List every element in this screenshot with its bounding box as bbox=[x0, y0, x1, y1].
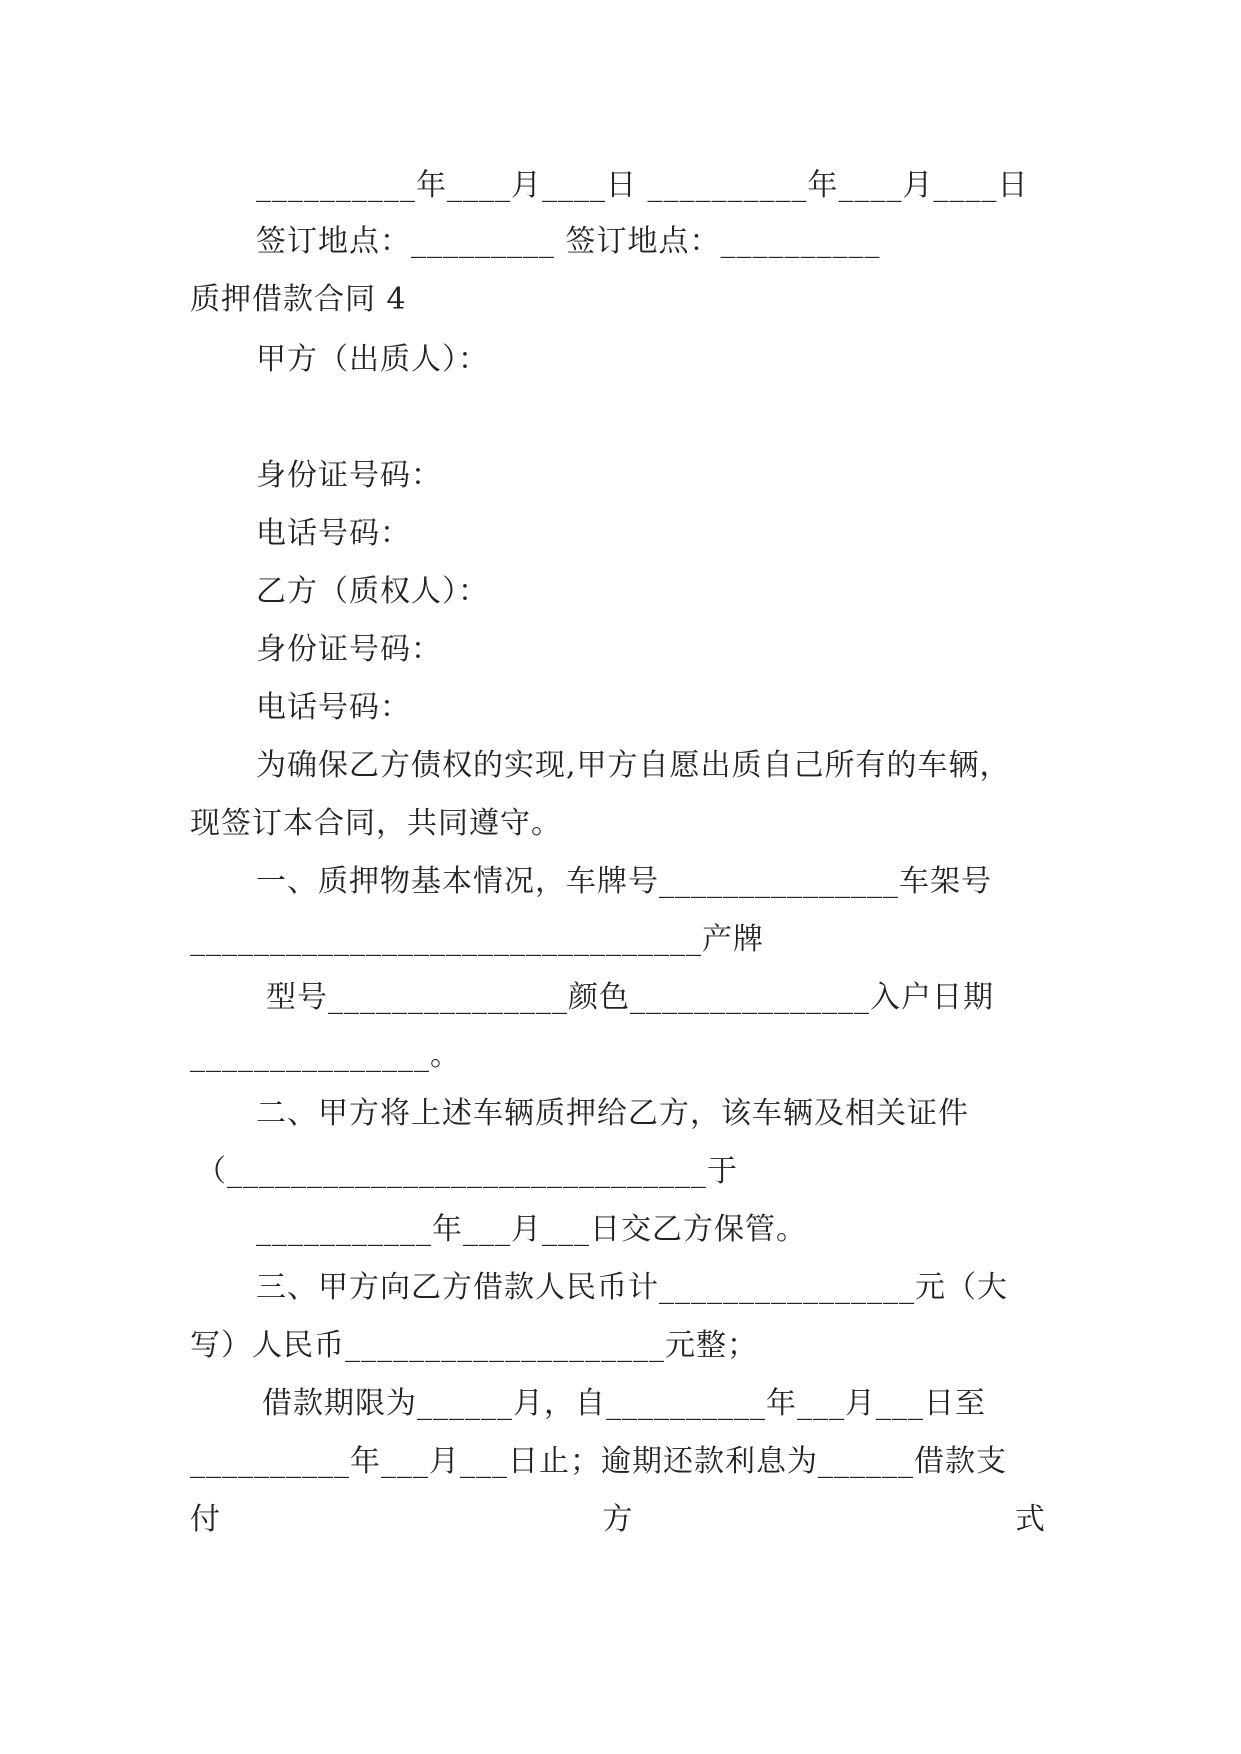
contract-heading: 质押借款合同 4 bbox=[190, 282, 407, 317]
party-b-phone-label: 电话号码： bbox=[256, 690, 411, 725]
clause-3-line-2: 写）人民币____________________元整； bbox=[190, 1328, 758, 1363]
clause-1-line-3: 型号_______________颜色_______________入户日期 bbox=[266, 980, 994, 1015]
clause-3-line-1: 三、甲方向乙方借款人民币计________________元（大 bbox=[256, 1270, 1008, 1305]
signing-dates-line: __________年____月____日 __________年____月____日 bbox=[256, 168, 1029, 203]
clause-2-line-3: ___________年___月___日交乙方保管。 bbox=[256, 1212, 807, 1247]
purpose-paragraph-line-1: 为确保乙方债权的实现,甲方自愿出质自己所有的车辆， bbox=[256, 748, 1011, 783]
signing-places-line: 签订地点：_________ 签订地点：__________ bbox=[256, 224, 881, 259]
loan-term-line-1: 借款期限为______月，自__________年___月___日至 bbox=[262, 1386, 986, 1421]
clause-2-line-2: （______________________________于 bbox=[196, 1154, 738, 1189]
payment-method-char-3: 式 bbox=[1015, 1502, 1046, 1537]
party-a-phone-label: 电话号码： bbox=[256, 516, 411, 551]
party-a-label: 甲方（出质人）： bbox=[256, 342, 489, 377]
payment-method-char-2: 方 bbox=[602, 1502, 634, 1537]
clause-1-line-1: 一、质押物基本情况，车牌号_______________车架号 bbox=[256, 864, 992, 899]
purpose-paragraph-line-2: 现签订本合同，共同遵守。 bbox=[190, 806, 562, 841]
payment-method-char-1: 付 bbox=[190, 1502, 221, 1537]
clause-2-line-1: 二、甲方将上述车辆质押给乙方，该车辆及相关证件 bbox=[256, 1096, 969, 1131]
party-b-label: 乙方（质权人）： bbox=[256, 574, 489, 609]
clause-1-line-4: _______________。 bbox=[190, 1038, 461, 1073]
party-b-id-label: 身份证号码： bbox=[256, 632, 442, 667]
payment-method-line bbox=[190, 1500, 1046, 1540]
loan-term-line-2: __________年___月___日止；逾期还款利息为______借款支 bbox=[190, 1444, 1007, 1479]
clause-1-line-2: ________________________________产牌 bbox=[190, 922, 764, 957]
party-a-id-label: 身份证号码： bbox=[256, 458, 442, 493]
